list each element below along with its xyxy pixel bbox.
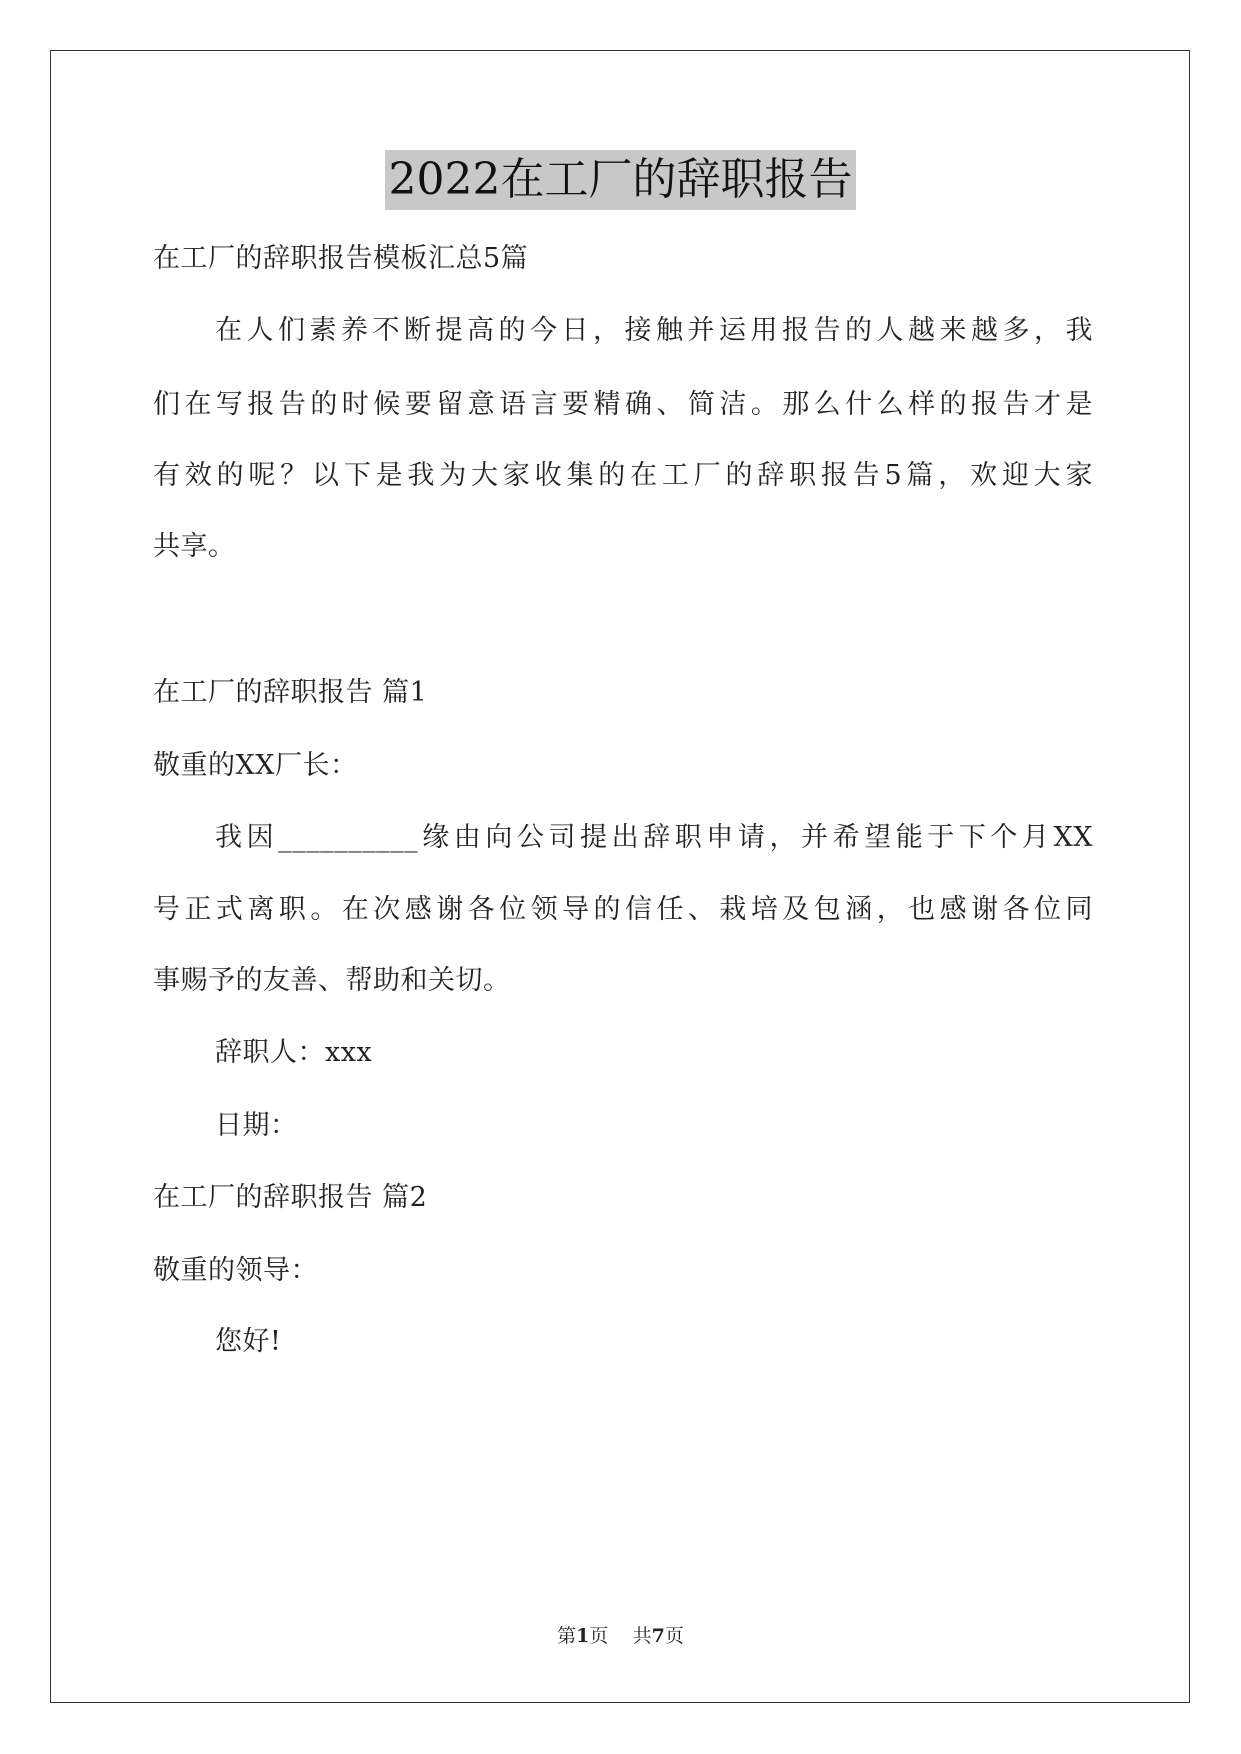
section-1-signer: 辞职人：xxx bbox=[215, 1037, 373, 1068]
subtitle: 在工厂的辞职报告模板汇总5篇 bbox=[153, 243, 529, 274]
footer-total-pages: 7 bbox=[651, 1625, 665, 1647]
page-border bbox=[50, 50, 1190, 1703]
section-1-heading: 在工厂的辞职报告 篇1 bbox=[153, 677, 428, 708]
section-1-body-line-2: 号正式离职。在次感谢各位领导的信任、栽培及包涵，也感谢各位同 bbox=[153, 894, 1093, 925]
section-2-heading: 在工厂的辞职报告 篇2 bbox=[153, 1182, 428, 1213]
footer-prefix: 第 bbox=[557, 1625, 577, 1647]
title-container bbox=[0, 150, 1241, 210]
footer-suffix: 页 bbox=[664, 1625, 684, 1647]
intro-line-4: 共享。 bbox=[153, 531, 236, 562]
section-1-body-line-1: 我因__________缘由向公司提出辞职申请，并希望能于下个月XX bbox=[215, 822, 1093, 853]
footer-current-page: 1 bbox=[576, 1625, 590, 1647]
section-1-salutation: 敬重的XX厂长： bbox=[153, 750, 358, 781]
section-1-date: 日期： bbox=[215, 1110, 298, 1141]
section-2-greeting: 您好! bbox=[215, 1326, 282, 1357]
intro-line-1: 在人们素养不断提高的今日，接触并运用报告的人越来越多，我 bbox=[215, 315, 1093, 346]
footer-mid: 页 共 bbox=[589, 1625, 652, 1647]
section-1-body-line-3: 事赐予的友善、帮助和关切。 bbox=[153, 965, 511, 996]
section-2-salutation: 敬重的领导： bbox=[153, 1255, 318, 1286]
intro-line-2: 们在写报告的时候要留意语言要精确、简洁。那么什么样的报告才是 bbox=[153, 389, 1093, 420]
page-footer bbox=[0, 1623, 1241, 1649]
intro-line-3: 有效的呢？以下是我为大家收集的在工厂的辞职报告5篇，欢迎大家 bbox=[153, 460, 1093, 491]
document-title: 2022在工厂的辞职报告 bbox=[385, 150, 857, 210]
